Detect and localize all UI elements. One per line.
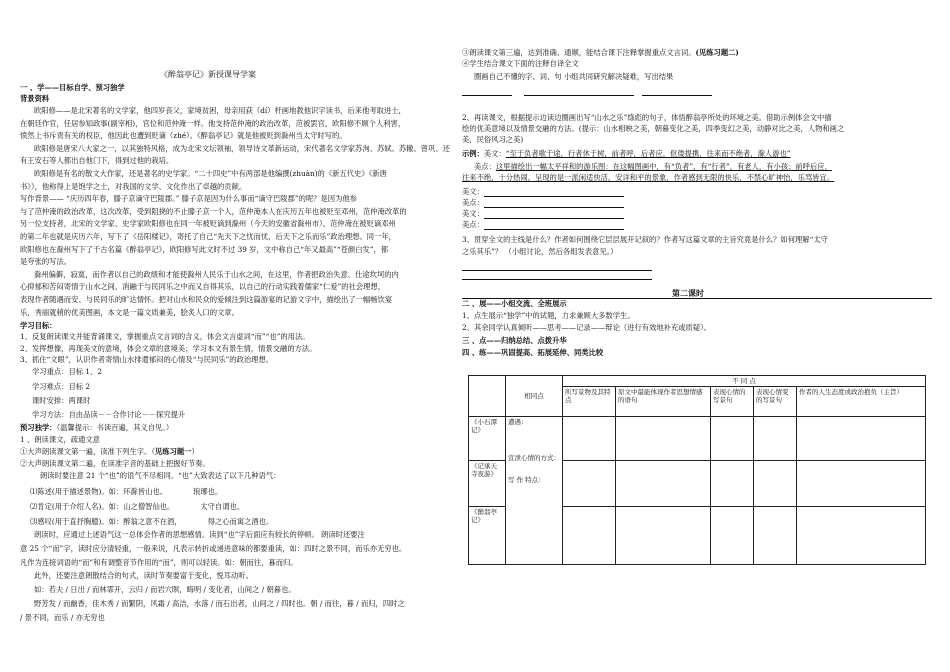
answer-line[interactable] xyxy=(524,95,634,96)
same-item: 写 作 特点： xyxy=(508,476,545,484)
same-item: 遭遇： xyxy=(508,418,528,426)
section-3-heading: 三 、点——归纳总结、点拨升华 xyxy=(462,336,567,345)
table-cell[interactable] xyxy=(563,507,616,565)
background-line: 滁州偏僻，寂寞，而作者以自己的政绩和才能使滁州人民乐于山水之间，在这里，作者把政治失意、仕途坎坷的内 xyxy=(34,269,399,279)
section-4-heading: 四 、练——巩固提高、拓展延伸、同类比较 xyxy=(462,348,604,357)
table-cell[interactable] xyxy=(711,507,754,565)
background-line: 欧阳修是有名的散文大作家，还是著名的史学家。“二十四史”中有两部是他编撰(zhuàn)的《新五代史》《新唐 xyxy=(34,169,387,178)
lesson-2-heading: 第二课时 xyxy=(672,288,704,298)
row-header: 《醉翁亭记》 xyxy=(469,507,506,565)
reading-line: 意 25 个“而”字，读时应分清轻重，一般来说，凡表示转折或递进意味的都要重读，如：四时之景不同，而乐亦无穷也。 xyxy=(20,543,407,553)
fill-blank[interactable] xyxy=(484,188,624,197)
comparison-table xyxy=(468,375,926,565)
practice-item-3: ③朗读课文第三遍，达到准确、通顺，能结合课下注释掌握重点文言词。(见练习题二) xyxy=(462,48,739,57)
fill-row-2: 美点： xyxy=(462,198,624,208)
column-header: 表现心情的写景句 xyxy=(711,387,754,417)
diff-header: 不 同 点 xyxy=(563,376,926,387)
row-header: 《小石潭记》 xyxy=(469,417,506,461)
background-line: 欧阳修也在滁州写下了千古名篇《醉翁亭记》，欧阳修写此文时不过 39 岁，文中称自己“年又最高”“苍颜白发”，都 xyxy=(20,244,389,254)
table-cell[interactable] xyxy=(797,417,926,461)
fill-blank[interactable] xyxy=(484,210,624,219)
reading-line: 此外，还要注意朗散结合的句式，读时节奏要富于变化，悦耳动听。 xyxy=(34,571,253,581)
reading-line: 如：若夫 / 日出 / 而林霏开，云归 / 而岩穴暝，晦明 / 变化者，山间之 / 朝暮也。 xyxy=(34,585,296,595)
table-cell[interactable] xyxy=(563,417,616,461)
question-3-line: 之乐其乐”？ （小组讨论，然后各组发表意见。） xyxy=(462,247,618,256)
example-explanation-1: 美点：这里描绘出一幅太平祥和的游乐图：在这幅图画中，有“负者”，有“行者”，有老人，有小孩；前呼后应， xyxy=(474,162,832,171)
background-line: 是夸张的写法。 xyxy=(20,257,72,267)
key-points: 学习重点：目标 1、2 xyxy=(32,367,102,376)
column-header: 原文中最能体现作者思想情感的语句 xyxy=(616,387,711,417)
fill-row-4: 美点： xyxy=(462,220,624,230)
practice-item-4: ④学生结合课文下面的注释自译全文 xyxy=(462,59,579,68)
table-cell[interactable] xyxy=(754,461,797,507)
fill-row-1: 美文： xyxy=(462,187,624,197)
preview-item-1: 1 、朗读课文，疏通文意 xyxy=(20,435,100,444)
table-cell[interactable] xyxy=(754,417,797,461)
fill-blank[interactable] xyxy=(484,221,624,230)
preview-item-1b: ②大声朗读课文第二遍，在读准字音的基础上把握好节奏。 xyxy=(20,459,210,468)
question-2-line: 绘的优美意境以及情景交融的方法。(提示：山水相映之美，朝暮变化之美，四季变幻之美，动静对比之美，人物和画之 xyxy=(462,124,845,133)
background-line: 有王安石等人都出自他门下，得到过他的栽培。 xyxy=(20,156,174,166)
exercise-1-link[interactable]: 见练习题一 xyxy=(155,447,192,456)
question-2-line: 2、再读课文，根据提示边读边圈画出写“山水之乐”绦彪的句子，体悟醉翁亭所处的环境之美。借助示例体会文中描 xyxy=(462,113,832,122)
example-explanation-2: 往来不绝，十分热闹。呈现的是一派闲适快活，安详和平的景象，作者感到无限的快乐，不禁心旷神怡，乐骂皆宜。 xyxy=(462,173,835,182)
background-line: 另一位支持者，北宋的文学家、史学家欧阳修也在同一年被贬谪到滁州（今天的安徽省滁州市），范仲淹在被贬谪邓州 xyxy=(20,219,396,229)
answer-line[interactable] xyxy=(642,95,712,96)
preview-item-1a: ①大声朗读课文第一遍，读准下列生字。（见练习题一） xyxy=(20,447,199,456)
reading-line: 朗读时，应通过上述语气这一总体会作者的思想感情。读到“也”字后面应有较长的停顿。 朗读时还要注 xyxy=(34,530,365,539)
background-line: 的第二年也就是庆历六年，写下了《岳阳楼记》，寄托了自己“先天下之忧而忧，后天下之乐而乐”政治理想。同一年， xyxy=(20,232,396,241)
section-1-heading: 一 、学——目标自学、预习独学 xyxy=(20,83,125,92)
background-line: 表现作者随遇而安、与民同乐的旷达情怀。把对山水和民众的爱倾注到这篇游宴的记游文字中，描绘出了一幅畅饮宴 xyxy=(20,295,393,304)
column-header: 表现心情变的写景句 xyxy=(754,387,797,417)
background-line: 书》），他称得上是饱学之士，对我国的文学、文化作出了卓越的贡献。 xyxy=(20,181,247,191)
fill-blank[interactable] xyxy=(484,199,624,208)
fill-row-3: 美文： xyxy=(462,209,624,219)
goals-heading: 学习目标： xyxy=(20,321,57,330)
background-line: 欧阳修——是北宋著名的文学家，他四岁丧父，家境贫困，母亲用荻（dí）杆画地教他识字读书，后来他考取进士， xyxy=(34,106,406,115)
goal-item: 2、发挥想像，再现美文的意境，体会文章的意境美；学习本文有景生情，情景交融的方法。 xyxy=(20,343,317,353)
background-line: 与了范仲淹的政治改革，这次改革，受到阻挠的不止滕子京一个人，范仲淹本人在庆历五年也被贬至邓州，范仲淹改革的 xyxy=(20,206,407,216)
table-cell[interactable] xyxy=(616,417,711,461)
same-header: 相同点 xyxy=(506,376,563,417)
reading-line: / 景不同，而乐 / 亦无穷也 xyxy=(20,612,105,622)
table-cell[interactable] xyxy=(616,461,711,507)
background-line: 乐，秀丽就稍的优美图画，本文是一篇文质兼美，脍炙人口的文章。 xyxy=(20,307,239,317)
reading-line: 凡作为连接词语的“而”和有调整音节作用的“而”，则可以轻读。如：朝而往，暮而归。 xyxy=(20,557,298,567)
table-cell[interactable] xyxy=(616,507,711,565)
background-heading: 背景资料 xyxy=(20,94,50,103)
background-line: 愤然上书斥责有关的权臣，他因此也遭到贬谪（zhé）。《醉翁亭记》就是他被贬到滁州当太守时写的。 xyxy=(20,131,347,141)
preview-heading: 预习独学： xyxy=(20,423,57,432)
answer-line[interactable] xyxy=(462,279,652,280)
ye-item-3: ⑶感叹(用于直抒胸臆)。如：醉翁之意不在酒， 得之心而寓之酒也。 xyxy=(30,517,274,526)
answer-line[interactable] xyxy=(462,95,512,96)
background-line: 在朝廷作官，任居参知政事(副宰相)，官位和范仲淹一样。他支持范仲淹的政治改革，范被罢官，欧阳修不顾个人利害， xyxy=(20,118,406,128)
study-method: 学习方法：自由品读－－合作讨论－－探究提升 xyxy=(32,410,186,419)
ye-item-1: ⑴陈述(用于描述景物)。如：环滁皆山也。 琅琊也。 xyxy=(30,487,223,496)
answer-line[interactable] xyxy=(462,270,652,271)
table-cell[interactable] xyxy=(563,461,616,507)
section-2-heading: 二 、展——小组交流、全班展示 xyxy=(462,299,567,308)
practice-item-4-note: 圈画自己不懂的字、词、句 小组共同研究解决疑难，写出结果 xyxy=(474,72,674,81)
ye-note: 朗读时要注意 21 个“也”的语气不尽相同。“也”大致表达了以下几种语气： xyxy=(40,471,281,480)
column-header: 作者的人生态度或政治抱负（主旨） xyxy=(797,387,926,417)
difficult-points: 学习难点：目标 2 xyxy=(32,382,91,391)
table-cell[interactable] xyxy=(754,507,797,565)
right-column xyxy=(462,0,932,672)
question-2-line: 美，民俗风习之美) xyxy=(462,135,524,144)
table-cell[interactable] xyxy=(797,461,926,507)
reading-line: 野芳发 / 而幽香，佳木秀 / 而繁阴，风霜 / 高洁，水落 / 而石出者，山间之 / 四时也。朝 / 而往，暮 / 而归，四时之 xyxy=(34,599,405,608)
page-title: 《醉翁亭记》新授课导学案 xyxy=(160,70,256,79)
question-3-line: 3、贯穿全文的主线是什么？作者如何围绕它层层展开记叙的？作者写这篇文章的主旨究竟是什么？如何理解“太守 xyxy=(462,235,828,244)
schedule: 课时安排：两课时 xyxy=(32,396,91,405)
goal-item: 3、抓住“文眼”，认识作者寄情山水排遣郁闷的心情及“与民同乐”的政治理想。 xyxy=(20,355,274,364)
exercise-2-link[interactable]: (见练习题二) xyxy=(695,48,739,57)
table-cell[interactable] xyxy=(711,461,754,507)
example-text: 示例：美文：“至于负者歌于途，行者休于树，前者呼，后者应，伛偻提携，往来而不绝者，滁人游也” xyxy=(462,149,791,158)
row-header: 《记承天寺夜游》 xyxy=(469,461,506,507)
column-header: 所写景物及其特点 xyxy=(563,387,616,417)
background-line: 欧阳修是唐宋八大家之一，以其独特风格，成为北宋文坛领袖，领导诗文革新运动，宋代著名文学家苏洵、苏轼、苏辙、曾巩、还 xyxy=(34,143,450,153)
preview-note: （温馨提示：书读百遍，其义自见。） xyxy=(56,423,174,432)
section-2-item-1: 1、点生展示“独学”中的试题，力求兼顾大多数学生。 xyxy=(462,311,635,320)
table-cell[interactable] xyxy=(711,417,754,461)
section-2-item-2: 2、其余同学认真倾听——思考——记录——辩论（进行有效地补充或质疑）。 xyxy=(462,323,712,332)
table-cell[interactable] xyxy=(797,507,926,565)
ye-item-2: ⑵肯定(用于介绍人名)。如：山之僧智仙也。 太守自谓也。 xyxy=(30,502,245,511)
goal-item: 1、反复朗读课文并能背诵课文，掌握重点文言词的含义，体会文言虚词“而”“也”的用法。 xyxy=(20,332,310,341)
background-line: 写作背景—— “庆历四年春，滕子京谪守巴陵郡。” 滕子京是因为什么事而“谪守巴陵郡”的呢？是因为他参 xyxy=(20,194,357,204)
background-line: 心抑郁和苦闷寄情于山水之间，消融于与民同乐之中而又自得其乐，以自己的行动实践着儒家“仁爱”的社会理想， xyxy=(20,282,386,292)
left-column xyxy=(20,0,472,672)
same-cell[interactable] xyxy=(506,417,563,565)
same-item: 宣泄心情的方式： xyxy=(508,454,560,462)
